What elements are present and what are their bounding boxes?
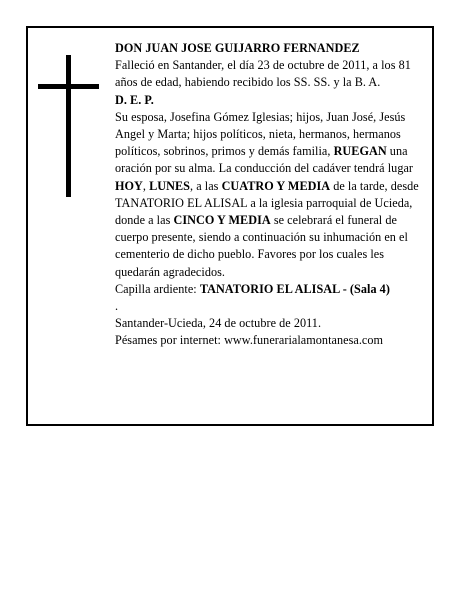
cross-icon-vertical [66,55,71,197]
condolences-line: Pésames por internet: www.funerarialamontanesa.com [115,333,384,348]
chapel-line: Capilla ardiente: TANATORIO EL ALISAL - (Sala 4) [115,281,390,296]
family-list: Su esposa, Josefina Gómez Iglesias; hijos, Juan José, Jesús Angel y Marta; hijos políticos, nieta, hermanos, hermanos políticos, sobrinos, primos y demás familia, [115,109,406,159]
cross-icon-horizontal [38,84,99,89]
funeral-details: Su esposa, Josefina Gómez Iglesias; hijos, Juan José, Jesús Angel y Marta; hijos políticos, nieta, hermanos, hermanos políticos, sobrinos, primos y demás familia, RUEGAN una oración por su alma. La conducción del cadáver tendrá lugar HOY, LUNES, a las CUATRO Y MEDIA de la tarde, desde TANATORIO EL ALISAL a la iglesia parroquial de Ucieda, donde a las CINCO Y MEDIA se celebrará el funeral de cuerpo presente, siendo a continuación su inhumación en el cementerio de dicho pueblo. Favores por los cuales les quedarán agradecidos. [115,109,419,279]
obituary-text [115,40,427,350]
dep-label: D. E. P. [115,92,154,107]
place-date: Santander-Ucieda, 24 de octubre de 2011. [115,316,322,331]
hoy-label: HOY [115,178,143,193]
cuatro-y-media-label: CUATRO Y MEDIA [221,178,331,193]
death-announcement: Falleció en Santander, el día 23 de octubre de 2011, a los 81 años de edad, habiendo recibido los SS. SS. y la B. A. [115,58,411,90]
deceased-name: DON JUAN JOSE GUIJARRO FERNANDEZ [115,41,360,55]
chapel-period: . [115,299,119,314]
lunes-label: LUNES [149,178,191,193]
chapel-name: TANATORIO EL ALISAL - (Sala 4) [199,281,390,296]
cinco-y-media-label: CINCO Y MEDIA [173,213,271,228]
ruegan-label: RUEGAN [333,144,387,159]
